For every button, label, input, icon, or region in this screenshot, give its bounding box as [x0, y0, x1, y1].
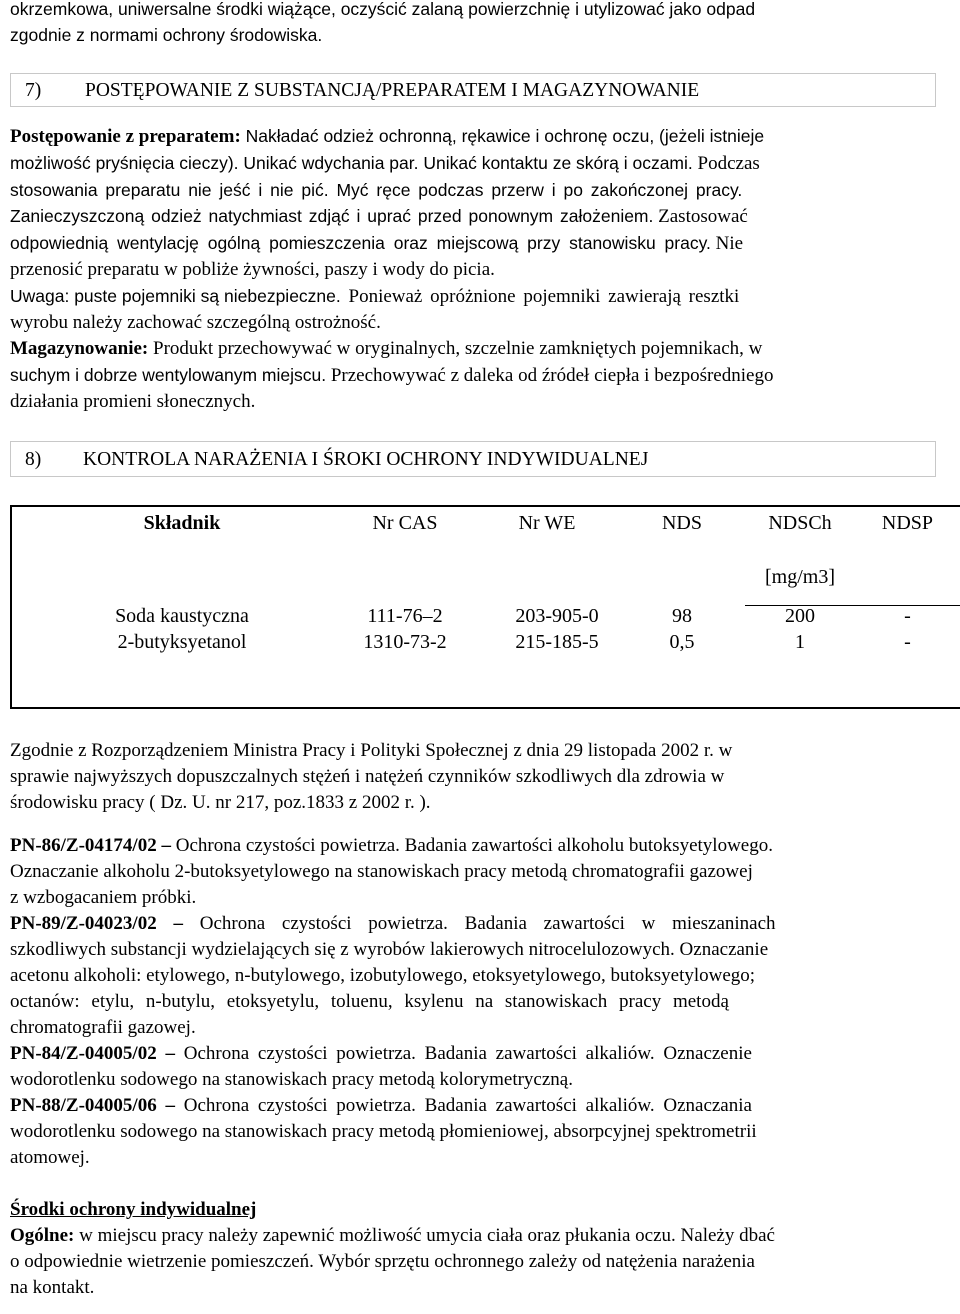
protection-text: Ogólne: w miejscu pracy należy zapewnić możliwość umycia ciała oraz płukania oczu. Należy dbać [10, 1225, 775, 1246]
handling-text: Nie [710, 233, 744, 254]
norm-line: z wzbogacaniem próbki. [10, 887, 197, 908]
section-7-heading [10, 73, 936, 107]
document-page [10, 0, 936, 477]
storage-text: Produkt przechowywać w oryginalnych, szczelnie zamkniętych pojemnikach, w [148, 338, 763, 359]
table-cell: 200 1 [785, 605, 815, 653]
norm-line: Oznaczanie alkoholu 2-butoksyetylowego na stanowiskach pracy metodą chromatografii gazowej [10, 861, 753, 882]
handling-label: Postępowanie z preparatem: [10, 126, 241, 147]
handling-text: odpowiednią wentylację ogólną pomieszczenia oraz miejscową przy stanowisku pracy. [10, 233, 711, 253]
intro-line: okrzemkowa, uniwersalne środki wiążące, oczyścić zalaną powierzchnię i utylizować jako odpad [10, 0, 756, 19]
storage-text: suchym i dobrze wentylowanym miejscu. [10, 365, 327, 385]
table-header-cell: Nr CAS [372, 512, 438, 534]
warning-text: Ponieważ opróżnione pojemniki zawierają resztki [340, 286, 740, 307]
intro-line: zgodnie z normami ochrony środowiska. [10, 25, 323, 45]
regulation-text: Zgodnie z Rozporządzeniem Ministra Pracy i Polityki Społecznej z dnia 29 listopada 2002 r. w [10, 740, 733, 761]
table-cell: Soda kaustyczna 2-butyksyetanol [115, 605, 249, 653]
storage-label: Magazynowanie: [10, 338, 149, 359]
handling-text: przenosić preparatu w pobliże żywności, paszy i wody do picia. [10, 259, 495, 280]
handling-text: Podczas [692, 153, 760, 174]
table-cell: 98 0,5 [669, 605, 695, 653]
table-header-cell: NDS [661, 512, 702, 534]
regulation-text: środowisku pracy ( Dz. U. nr 217, poz.1833 z 2002 r. ). [10, 792, 431, 813]
handling-text: możliwość pryśnięcia cieczy). Unikać wdychania par. Unikać kontaktu ze skórą i oczami. [10, 153, 693, 173]
norm-line: wodorotlenku sodowego na stanowiskach pracy metodą kolorymetryczną. [10, 1069, 573, 1090]
section-number: 8) [25, 449, 42, 470]
warning-text: wyrobu należy zachować szczególną ostrożność. [10, 312, 381, 333]
table-unit: [mg/m3] [765, 566, 835, 588]
table-header-cell: NDSP [881, 512, 934, 534]
norm-line: PN-84/Z-04005/02 – Ochrona czystości powietrza. Badania zawartości alkaliów. Oznaczenie [10, 1043, 752, 1064]
table-header-cell: Składnik [143, 512, 221, 534]
table-header-cell: Nr WE [518, 512, 576, 534]
norm-line: wodorotlenku sodowego na stanowiskach pracy metodą płomieniowej, absorpcyjnej spektrometrii [10, 1121, 757, 1142]
protection-block [10, 1197, 936, 1301]
warning-text: Uwaga: puste pojemniki są niebezpieczne. [10, 286, 341, 306]
norm-line: octanów: etylu, n-butylu, etoksyetylu, toluenu, ksylenu na stanowiskach pracy metodą [10, 991, 729, 1012]
regulation-text: sprawie najwyższych dopuszczalnych stężeń i natężeń czynników szkodliwych dla zdrowia w [10, 766, 725, 787]
norm-line: chromatografii gazowej. [10, 1017, 196, 1038]
norms-block [10, 833, 936, 1171]
norm-line: atomowej. [10, 1147, 90, 1168]
exposure-limits-table [10, 505, 960, 709]
handling-block [10, 123, 936, 415]
norm-line: acetonu alkoholi: etylowego, n-butylowego, izobutylowego, etoksyetylowego, butoksyetylowego; [10, 965, 756, 986]
norm-line: PN-88/Z-04005/06 – Ochrona czystości powietrza. Badania zawartości alkaliów. Oznaczania [10, 1095, 752, 1116]
protection-heading: Środki ochrony indywidualnej [10, 1199, 257, 1220]
section-8-heading [10, 441, 936, 477]
table-cell: 111-76–2 1310-73-2 [363, 605, 447, 653]
protection-text: o odpowiednie wietrzenie pomieszczeń. Wybór sprzętu ochronnego zależy od natężenia narażenia [10, 1251, 755, 1272]
section-title: POSTĘPOWANIE Z SUBSTANCJĄ/PREPARATEM I MAGAZYNOWANIE [85, 80, 700, 101]
section-title: KONTROLA NARAŻENIA I ŚROKI OCHRONY INDYWIDUALNEJ [83, 449, 649, 470]
norm-line: PN-86/Z-04174/02 – Ochrona czystości powietrza. Badania zawartości alkoholu butoksyetylowego. [10, 835, 773, 856]
table-header-cell: NDSCh [768, 512, 832, 534]
handling-text: Zanieczyszczoną odzież natychmiast zdjąć i uprać przed ponownym założeniem. [10, 206, 654, 226]
table-cell: - - [904, 605, 911, 653]
handling-text: Nakładać odzież ochronną, rękawice i ochronę oczu, (jeżeli istnieje [240, 126, 765, 146]
storage-text: działania promieni słonecznych. [10, 391, 256, 412]
protection-text: na kontakt. [10, 1277, 95, 1298]
handling-text: Zastosować [653, 206, 748, 227]
table-cell: 203-905-0 215-185-5 [515, 605, 599, 653]
storage-text: Przechowywać z daleka od źródeł ciepła i bezpośredniego [326, 365, 774, 386]
lower-content [10, 738, 936, 1301]
handling-text: stosowania preparatu nie jeść i nie pić. Myć ręce podczas przerw i po zakończonej pracy. [10, 180, 743, 200]
norm-line: szkodliwych substancji wydzielających się z wyrobów lakierowych nitrocelulozowych. Oznaczanie [10, 939, 769, 960]
norm-line: PN-89/Z-04023/02 – Ochrona czystości powietrza. Badania zawartości w mieszaninach [10, 913, 776, 934]
section-number: 7) [25, 80, 42, 101]
